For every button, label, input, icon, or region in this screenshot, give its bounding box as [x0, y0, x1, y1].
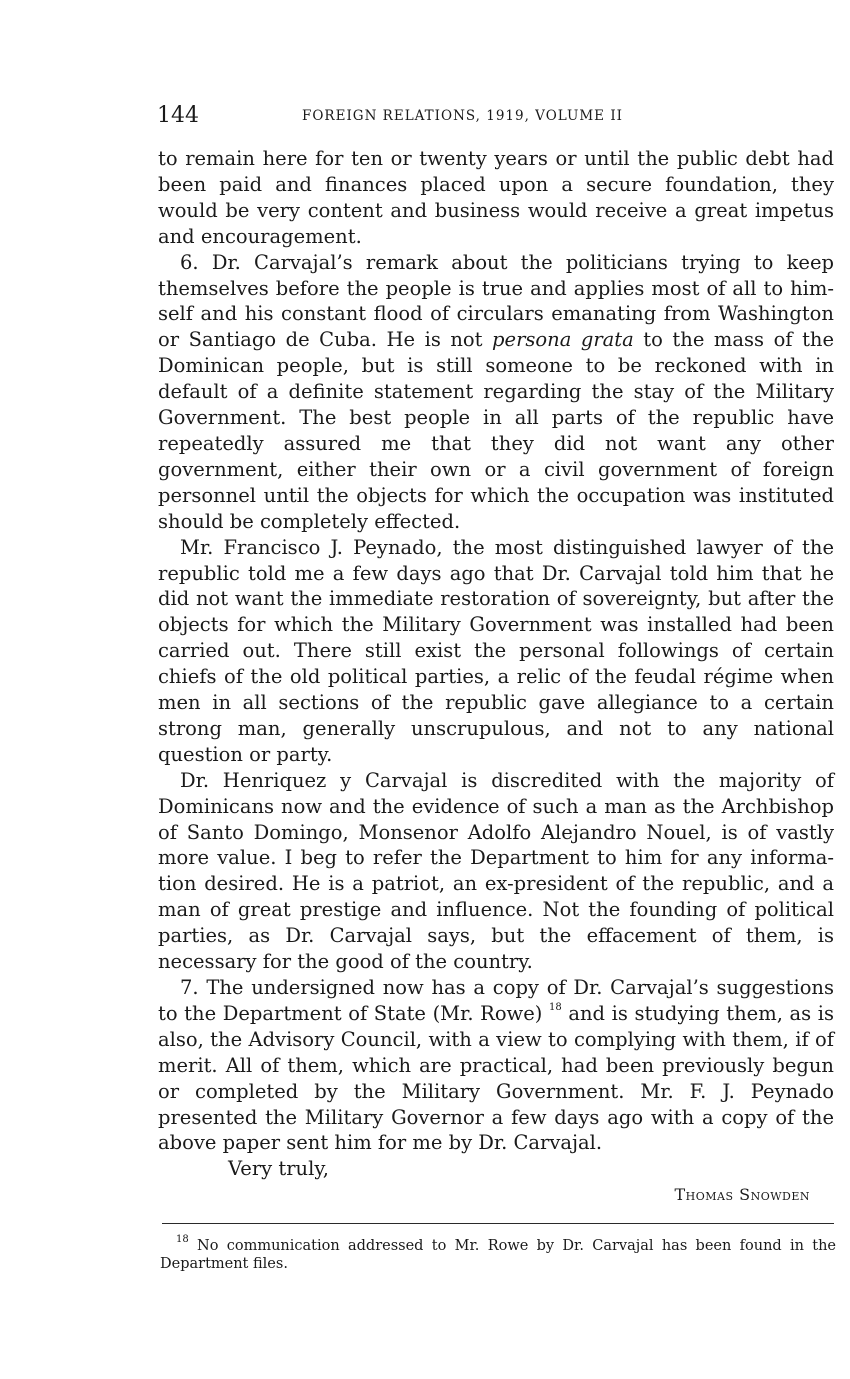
paragraph-text: Mr. Francisco J. Peynado, the most distinguished lawyer of the republic told me a few days ago that Dr. Carvajal told him that he did not want the immediate restoration of sovereignty, but after the objects for which the Military Government was installed had been carried out. There still exist the personal followings of certain chiefs of the old political parties, a relic of the feudal régime when men in all sections of the republic gave allegiance to a certain strong man, generally unscrupulous, and not to any national question or party.	[158, 535, 834, 766]
paragraph-7	[158, 975, 834, 1156]
paragraph-6	[158, 250, 834, 535]
footnote-marker: 18	[176, 1234, 189, 1246]
italic-phrase: persona grata	[492, 328, 634, 352]
footnote-divider	[162, 1223, 834, 1224]
paragraph-text: to the mass of the Dominican people, but is still someone to be reckoned with in default of a definite statement regarding the stay of the Military Government. The best people in all parts of the republic have repeatedly assured me that they did not want any other government, either their own or a civil government of foreign personnel until the objects for which the occupation was instituted should be completely effected.	[158, 328, 834, 533]
page-number: 144	[157, 103, 199, 128]
paragraph-continuation	[158, 146, 834, 250]
paragraph-text: Dr. Henriquez y Carvajal is discredited with the majority of Dominicans now and the evidence of such a man as the Archbishop of Santo Domingo, Monsenor Adolfo Alejandro Nouel, is of vastly more value. I beg to refer the Department to him for any information desired. He is a patriot, an ex-president of the republic, and a man of great prestige and influence. Not the founding of political parties, as Dr. Carvajal says, but the effacement of them, is necessary for the good of the country.	[158, 768, 834, 974]
running-head-title: FOREIGN RELATIONS, 1919, VOLUME II	[302, 108, 623, 124]
signature: Thomas Snowden	[674, 1185, 810, 1205]
paragraph-text: 7. The undersigned now has a copy of Dr. Carvajal’s suggestions to the Department of State (Mr. Rowe)	[158, 976, 834, 1025]
footnote-reference: 18	[549, 1002, 562, 1014]
paragraph-text: and is studying them, as is also, the Advisory Council, with a view to complying with them, if of merit. All of them, which are practical, had been previously begun or completed by the Military Government. Mr. F. J. Peynado presented the Military Governor a few days ago with a copy of the above paper sent him for me by Dr. Carvajal.	[158, 1001, 834, 1155]
paragraph-henriquez	[158, 768, 834, 975]
footnote-text: No communication addressed to Mr. Rowe by Dr. Carvajal has been found in the Department files.	[160, 1238, 836, 1272]
running-head	[157, 100, 833, 132]
paragraph-text: to remain here for ten or twenty years or until the public debt had been paid and finances placed upon a secure foundation, they would be very content and business would receive a great impetus and encouragement.	[158, 147, 834, 248]
letter-body	[158, 146, 834, 1208]
paragraph-text: 6. Dr. Carvajal’s remark about the politicians trying to keep themselves before the people is true and applies most of all to himself and his constant flood of circulars emanating from Washington or Santiago de Cuba. He is not	[158, 250, 834, 352]
letter-closing: Very truly,	[228, 1157, 329, 1181]
paragraph-peynado	[158, 535, 834, 768]
footnote	[160, 1234, 836, 1273]
